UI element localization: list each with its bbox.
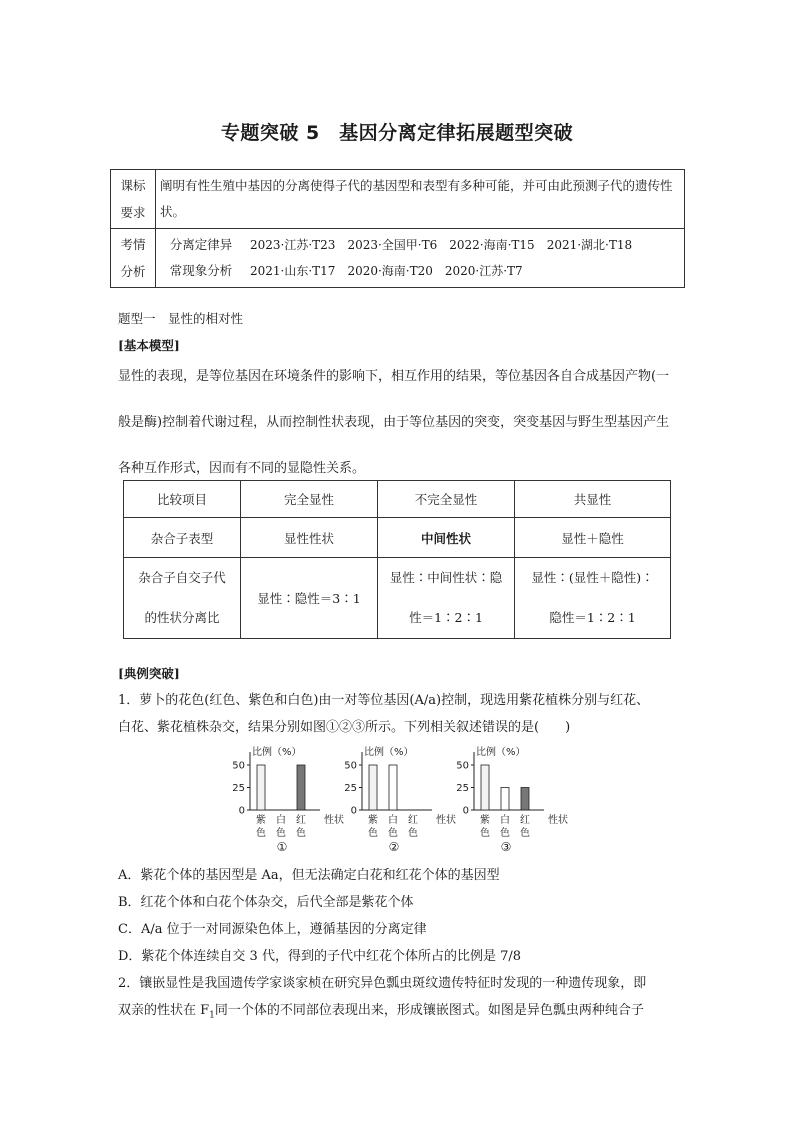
topic-cell	[156, 229, 247, 288]
table-row	[111, 170, 685, 229]
header-cell: 完全显性	[241, 481, 378, 518]
cell-text: 的性状分离比	[144, 610, 220, 625]
question-line: 1．萝卜的花色(红色、紫色和白色)由一对等位基因(A/a)控制，现选用紫花植株分别与红花、	[118, 693, 650, 708]
table-cell	[378, 558, 515, 639]
question-line	[118, 997, 683, 1030]
x-tick-label-part: 色	[388, 828, 398, 839]
y-tick-label: 0	[238, 805, 245, 817]
option-c: C．A/a 位于一对同源染色体上，遵循基因的分离定律	[118, 922, 427, 937]
text-part: 同一个体的不同部位表现出来，形成镶嵌图式。如图是异色瓢虫两种纯合子	[214, 1003, 644, 1018]
y-tick-label: 0	[462, 805, 469, 817]
bar	[389, 765, 397, 810]
example-heading: [典例突破]	[118, 666, 180, 681]
table-cell	[515, 558, 671, 639]
bar-charts-figure	[230, 742, 570, 854]
option-b: B．红花个体和白花个体杂交，后代全部是紫花个体	[118, 895, 414, 910]
x-tick-label-part: 紫	[256, 815, 266, 826]
cell-text: 隐性＝1∶2∶1	[549, 610, 636, 625]
bar	[257, 765, 265, 810]
label-part: 分析	[120, 264, 146, 279]
x-axis-label: 性状	[436, 815, 456, 826]
question-line: 2．镶嵌显性是我国遗传学家谈家桢在研究异色瓢虫斑纹遗传特征时发现的一种遗传现象，即	[118, 976, 647, 991]
exam-refs: 2021·山东·T17 2020·海南·T20 2020·江苏·T7	[250, 264, 523, 278]
y-axis-label: 比例（%）	[364, 747, 414, 758]
table-cell: 杂合子表型	[124, 518, 241, 558]
table-row	[124, 558, 671, 639]
x-axis-label: 性状	[548, 815, 568, 826]
table-cell: 显性∶隐性＝3∶1	[241, 558, 378, 639]
table-cell: 显性＋隐性	[515, 518, 671, 558]
x-tick-label-part: 白	[276, 815, 286, 826]
table-row	[111, 229, 685, 288]
y-tick-label: 25	[344, 783, 357, 794]
header-cell: 比较项目	[124, 481, 241, 518]
table-cell: 中间性状	[378, 518, 515, 558]
dominance-comparison-table	[123, 480, 671, 639]
table-cell: 显性性状	[241, 518, 378, 558]
y-tick-label: 50	[232, 760, 245, 772]
x-tick-label-part: 色	[480, 828, 490, 839]
question-line: 白花、紫花植株杂交，结果分别如图①②③所示。下列相关叙述错误的是( )	[118, 720, 571, 735]
row-label	[111, 229, 156, 288]
topic-text: 分离定律异	[169, 237, 233, 252]
body-paragraph: 显性的表现，是等位基因在环境条件的影响下，相互作用的结果，等位基因各自合成基因产物(一般是酶)控制着代谢过程，从而控制性状表现，由于等位基因的突变，突变基因与野生型基因产生各种互作形式，因而有不同的显隐性关系。	[118, 369, 670, 476]
x-tick-label-part: 白	[500, 815, 510, 826]
table-cell	[124, 558, 241, 639]
x-tick-label-part: 红	[520, 815, 530, 826]
header-cell: 不完全显性	[378, 481, 515, 518]
section-heading: 题型一 显性的相对性	[118, 311, 244, 326]
x-tick-label-part: 色	[256, 828, 266, 839]
label-part: 考情	[120, 237, 146, 252]
option-a: A．紫花个体的基因型是 Aa，但无法确定白花和红花个体的基因型	[118, 868, 500, 883]
label-part: 要求	[120, 205, 146, 220]
cell-text: 性＝1∶2∶1	[409, 610, 483, 625]
basic-model-heading: [基本模型]	[118, 338, 180, 353]
x-tick-label-part: 红	[408, 815, 418, 826]
question-1	[118, 687, 683, 741]
answer-options	[118, 862, 683, 970]
x-tick-label-part: 紫	[480, 815, 490, 826]
x-tick-label-part: 色	[520, 828, 530, 839]
question-2	[118, 970, 683, 1030]
x-tick-label-part: 紫	[368, 815, 378, 826]
chart-number-label: ②	[388, 840, 400, 854]
y-tick-label: 25	[456, 783, 469, 794]
y-tick-label: 50	[344, 760, 357, 772]
exam-refs-cell	[246, 229, 685, 288]
curriculum-info-table	[110, 169, 685, 288]
option-d: D．紫花个体连续自交 3 代，得到的子代中红花个体所占的比例是 7/8	[118, 949, 522, 964]
table-row	[124, 518, 671, 558]
requirement-text: 阐明有性生殖中基因的分离使得子代的基因型和表型有多种可能，并可由此预测子代的遗传性状。	[156, 170, 685, 229]
bar	[481, 765, 489, 810]
x-tick-label-part: 红	[296, 815, 306, 826]
chart-number-label: ①	[276, 840, 288, 854]
bar	[369, 765, 377, 810]
label-part: 课标	[120, 178, 146, 193]
row-label	[111, 170, 156, 229]
page-title: 专题突破 5 基因分离定律拓展题型突破	[220, 122, 574, 144]
exam-refs: 2023·江苏·T23 2023·全国甲·T6 2022·海南·T15 2021·湖北·T18	[250, 238, 633, 252]
x-tick-label-part: 色	[500, 828, 510, 839]
cell-text: 显性∶中间性状∶隐	[389, 570, 503, 585]
bar	[297, 765, 305, 810]
y-axis-label: 比例（%）	[252, 747, 302, 758]
topic-text: 常现象分析	[169, 263, 233, 278]
bar	[501, 788, 509, 811]
y-axis-label: 比例（%）	[476, 747, 526, 758]
y-tick-label: 50	[456, 760, 469, 772]
text-part: 双亲的性状在 F	[118, 1003, 210, 1018]
cell-text: 显性∶(显性＋隐性)∶	[531, 570, 654, 585]
x-tick-label-part: 色	[276, 828, 286, 839]
x-tick-label-part: 色	[408, 828, 418, 839]
y-tick-label: 25	[232, 783, 245, 794]
x-tick-label-part: 色	[296, 828, 306, 839]
x-tick-label-part: 色	[368, 828, 378, 839]
x-tick-label-part: 白	[388, 815, 398, 826]
bar	[521, 788, 529, 811]
header-cell: 共显性	[515, 481, 671, 518]
subscript: 1	[209, 1010, 215, 1021]
table-row	[124, 481, 671, 518]
y-tick-label: 0	[350, 805, 357, 817]
x-axis-label: 性状	[324, 815, 344, 826]
cell-text: 杂合子自交子代	[138, 570, 226, 585]
chart-number-label: ③	[500, 840, 512, 854]
